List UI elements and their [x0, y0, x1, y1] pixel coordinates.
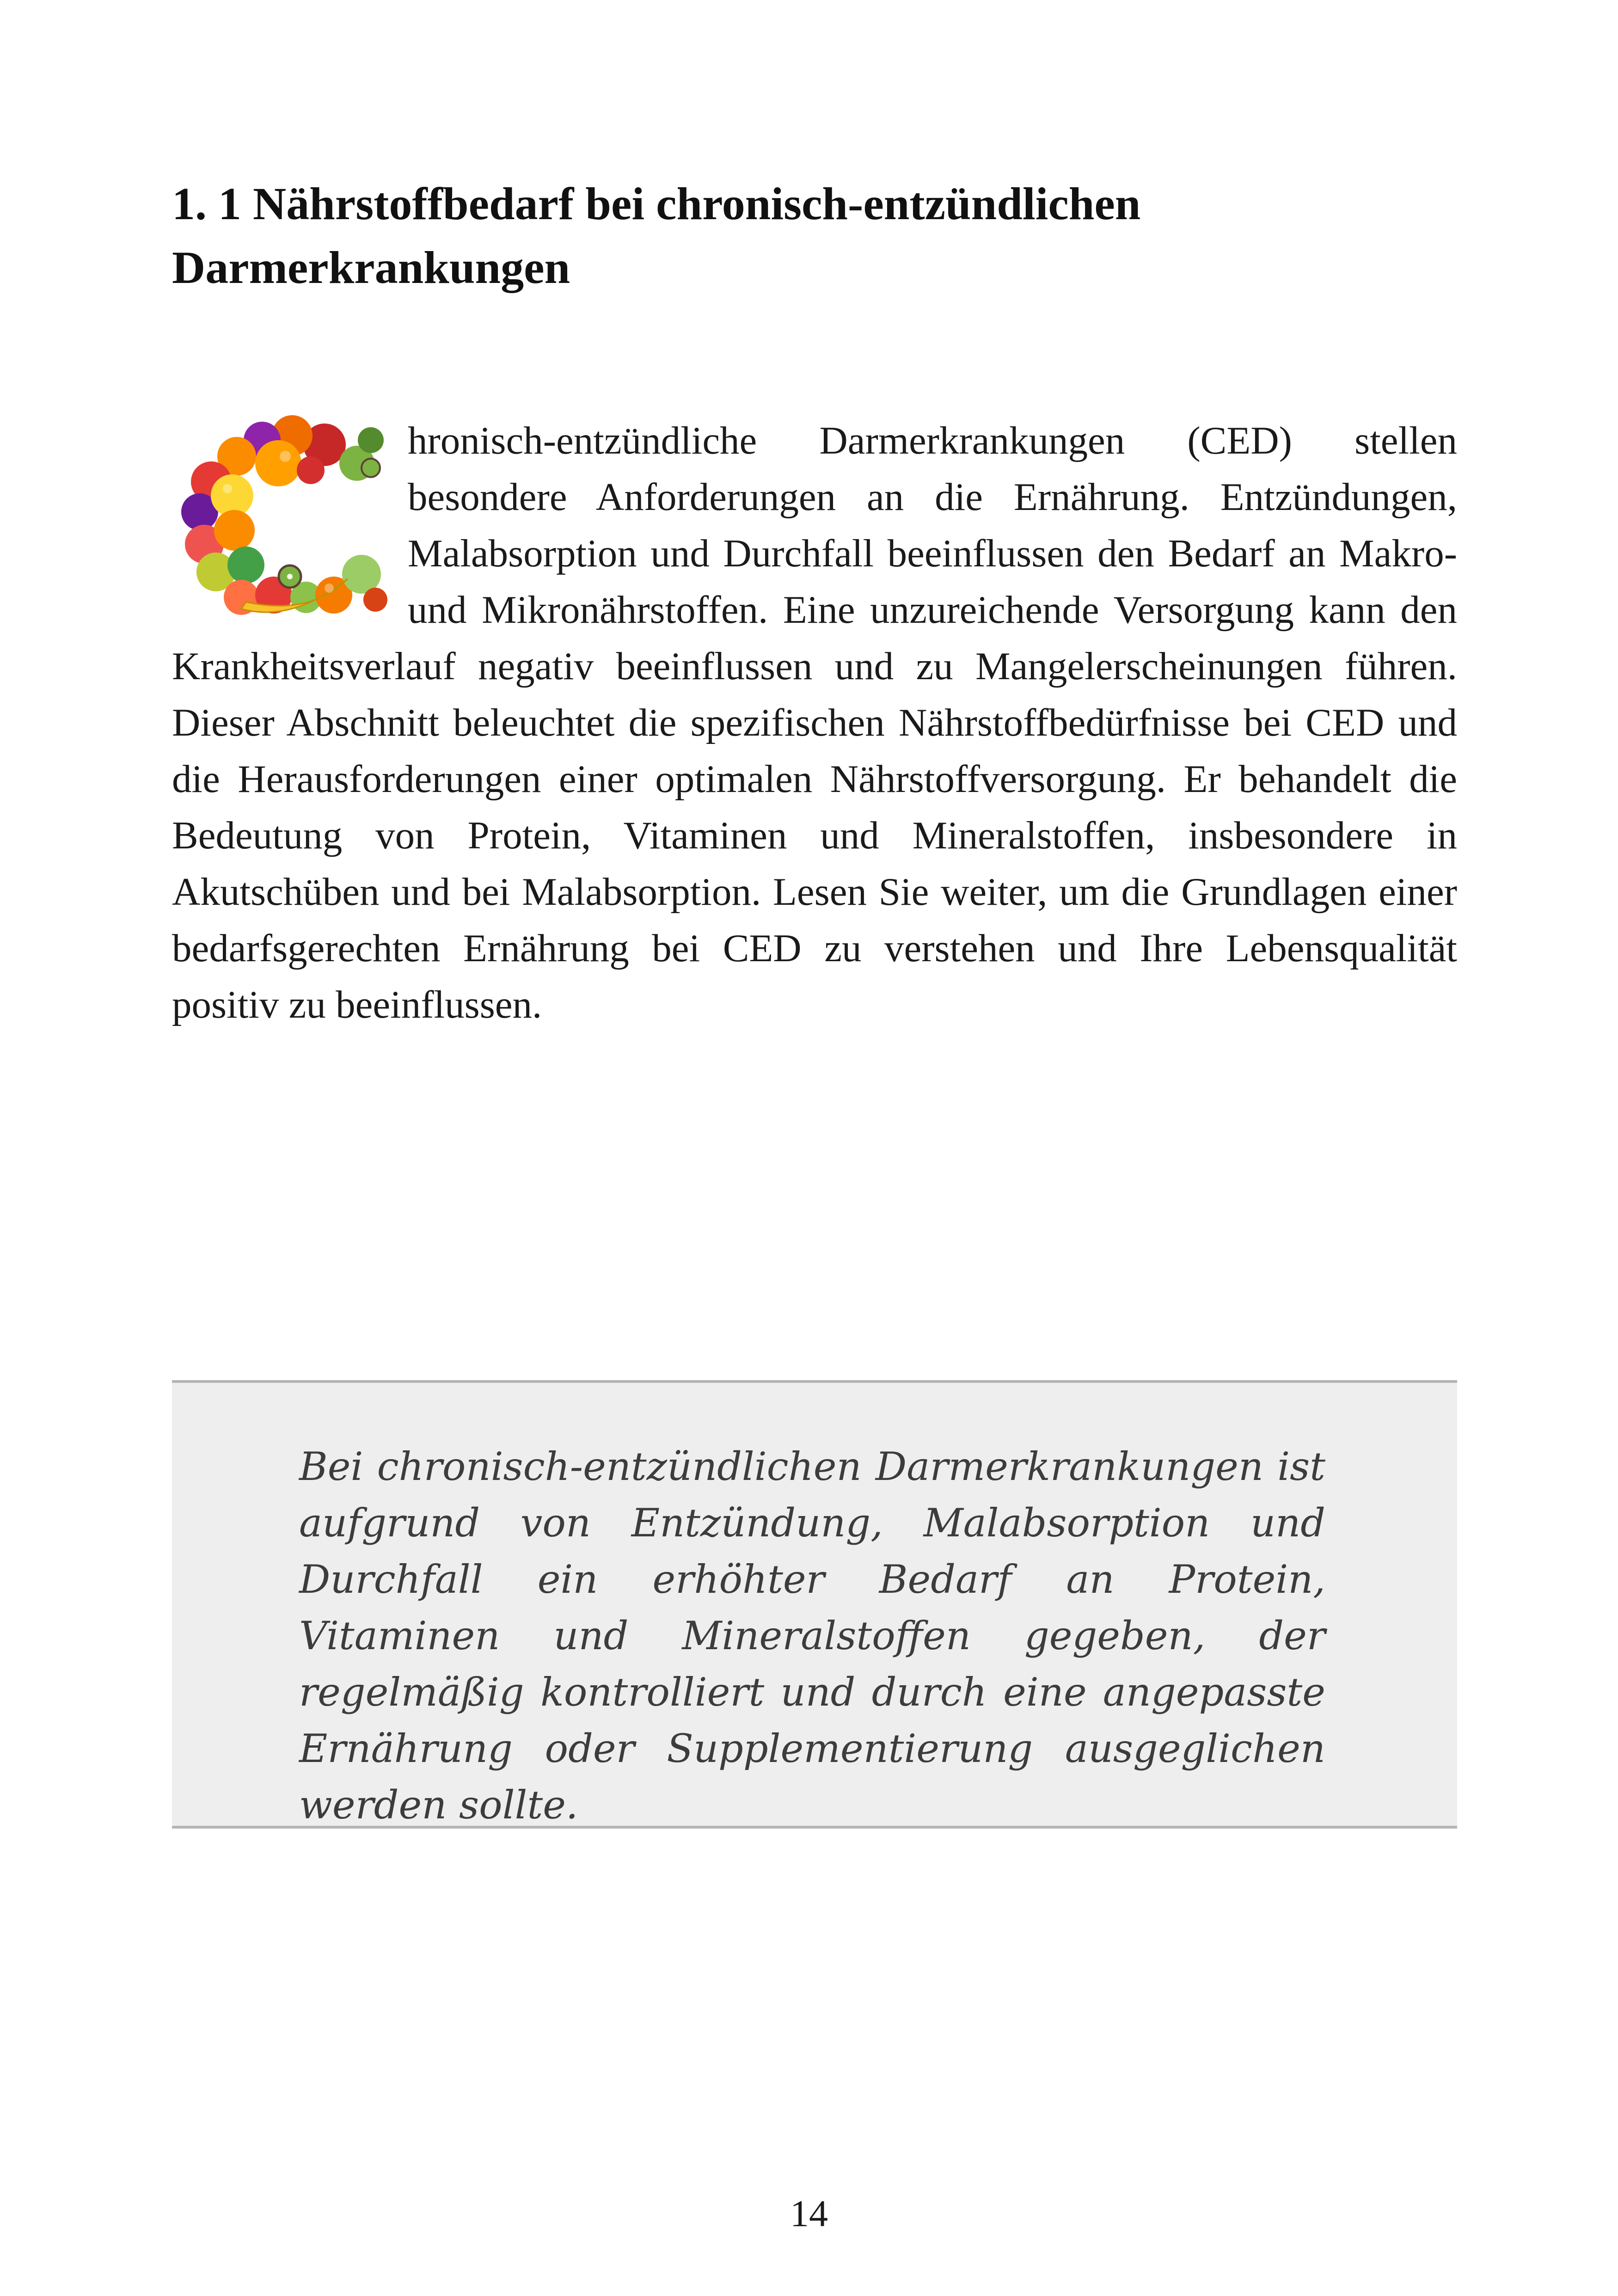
- section-heading: 1. 1 Nährstoffbedarf bei chronisch-entzündlichen Darmerkrankungen: [172, 178, 1141, 293]
- page-number: 14: [790, 2192, 828, 2235]
- intro-paragraph-block: [172, 412, 1457, 1033]
- fruit-letter-c-illustration: [172, 412, 389, 620]
- fruit-letter-c-dropcap: [172, 412, 389, 620]
- summary-callout-box: [172, 1380, 1457, 1829]
- intro-paragraph-text: hronisch-entzündliche Darmerkrankungen (CED) stellen besondere Anforderungen an die Ernährung. Entzündungen, Malabsorption und Durchfall beeinflussen den Bedarf an Makro- und Mikronährstoffen. Eine unzureichende Versorgung kann den Krankheitsverlauf negativ beeinflussen und zu Mangelerscheinungen führen. Dieser Abschnitt beleuchtet die spezifischen Nährstoffbedürfnisse bei CED und die Herausforderungen einer optimalen Nährstoffversorgung. Er behandelt die Bedeutung von Protein, Vitaminen und Mineralstoffen, insbesondere in Akutschüben und bei Malabsorption. Lesen Sie weiter, um die Grundlagen einer bedarfsgerechten Ernährung bei CED zu verstehen und Ihre Lebensqualität positiv zu beeinflussen.: [172, 419, 1457, 1026]
- summary-callout-text: Bei chronisch-entzündlichen Darmerkrankungen ist aufgrund von Entzündung, Malabsorption und Durchfall ein erhöhter Bedarf an Protein, Vitaminen und Mineralstoffen gegeben, der regelmäßig kontrolliert und durch eine angepasste Ernährung oder Supplementierung ausgeglichen werden sollte.: [299, 1444, 1325, 1828]
